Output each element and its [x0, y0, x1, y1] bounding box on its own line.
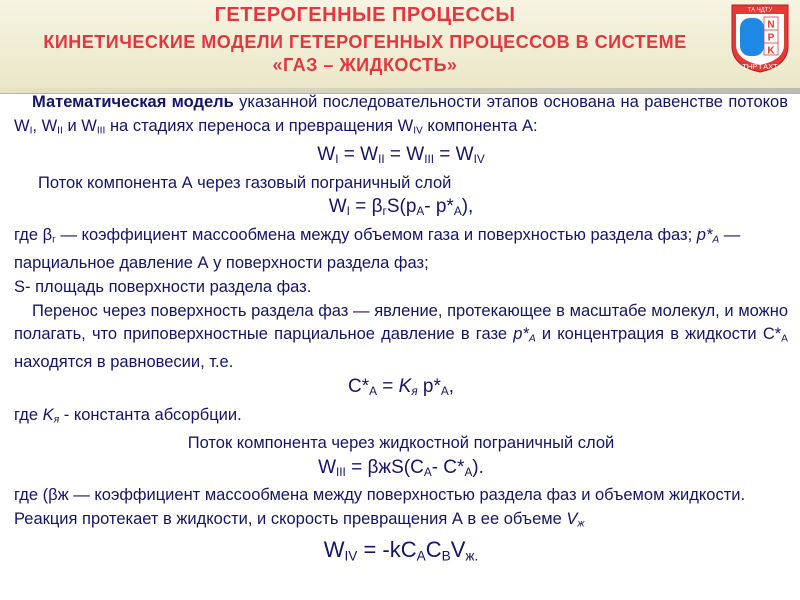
- paragraph-model: Математическая модель указанной последовательности этапов основана на равенстве потоков $W_I$, $W_{II}$ и $W_{III}$ на стадиях переноса и превращения $W_{IV}$ компонента А:: [14, 93, 788, 137]
- slide-title: ГЕТЕРОГЕННЫЕ ПРОЦЕССЫ: [214, 4, 516, 26]
- svg-text:P: P: [767, 32, 775, 44]
- paragraph-gas-definitions: где $\beta_г$ — коэффициент массообмена между объемом газа и поверхностью раздела фаз; $p*_A$ — парциальное давление А у поверхности раздела фаз;: [14, 226, 741, 273]
- equation-flow-equality: $W_I = W_{II} = W_{III} = W_{IV}$: [317, 143, 485, 166]
- paragraph-liquid-flow: Поток компонента через жидкостной пограничный слой: [187, 433, 615, 452]
- svg-text:K: K: [767, 45, 775, 57]
- paragraph-gas-flow: Поток компонента А через газовый пограничный слой: [38, 173, 452, 192]
- equation-gas-flow: $W_I = \beta_гS(p_A-$ $p*_A$),: [328, 196, 474, 219]
- svg-text:ТА ЧДТУ: ТА ЧДТУ: [747, 7, 773, 14]
- slide-subtitle-line2: «ГАЗ – ЖИДКОСТЬ»: [272, 55, 458, 75]
- title-banner: [0, 0, 800, 88]
- paragraph-area-definition: S- площадь поверхности раздела фаз.: [14, 277, 312, 296]
- equation-liquid-flow: $W_{III} = \beta жS(C_A-$ $C*_A$).: [318, 456, 484, 479]
- department-logo-icon: [726, 2, 794, 74]
- slide-body: [14, 91, 788, 571]
- paragraph-absorption-constant: где $K_я$ - константа абсорбции.: [14, 405, 242, 426]
- equation-reaction-rate: $W_{IV} = -kC_AC_BV_{ж.}$: [323, 537, 479, 564]
- paragraph-interface-transfer: Перенос через поверхность раздела фаз — явление, протекающее в масштабе молекул, и можно полагать, что приповерхностные парциальное давление в газе $p*_A$ и концентрация в жидкости $С*_A$ находятся в равновесии, т.е.: [14, 301, 788, 372]
- slide-subtitle-line1: КИНЕТИЧЕСКИЕ МОДЕЛИ ГЕТЕРОГЕННЫХ ПРОЦЕССОВ В СИСТЕМЕ: [43, 32, 687, 52]
- equation-equilibrium: $C*_A = K_я$ $p*_A$,: [347, 375, 454, 398]
- paragraph-liquid-definitions: где (βж — коэффициент массообмена между поверхностью раздела фаз и объемом жидкости.: [14, 486, 746, 505]
- svg-text:N: N: [767, 19, 775, 31]
- svg-text:ТНР і АХТ: ТНР і АХТ: [742, 62, 778, 71]
- paragraph-reaction: Реакция протекает в жидкости, и скорость превращения А в ее объеме $V_ж$: [14, 510, 585, 530]
